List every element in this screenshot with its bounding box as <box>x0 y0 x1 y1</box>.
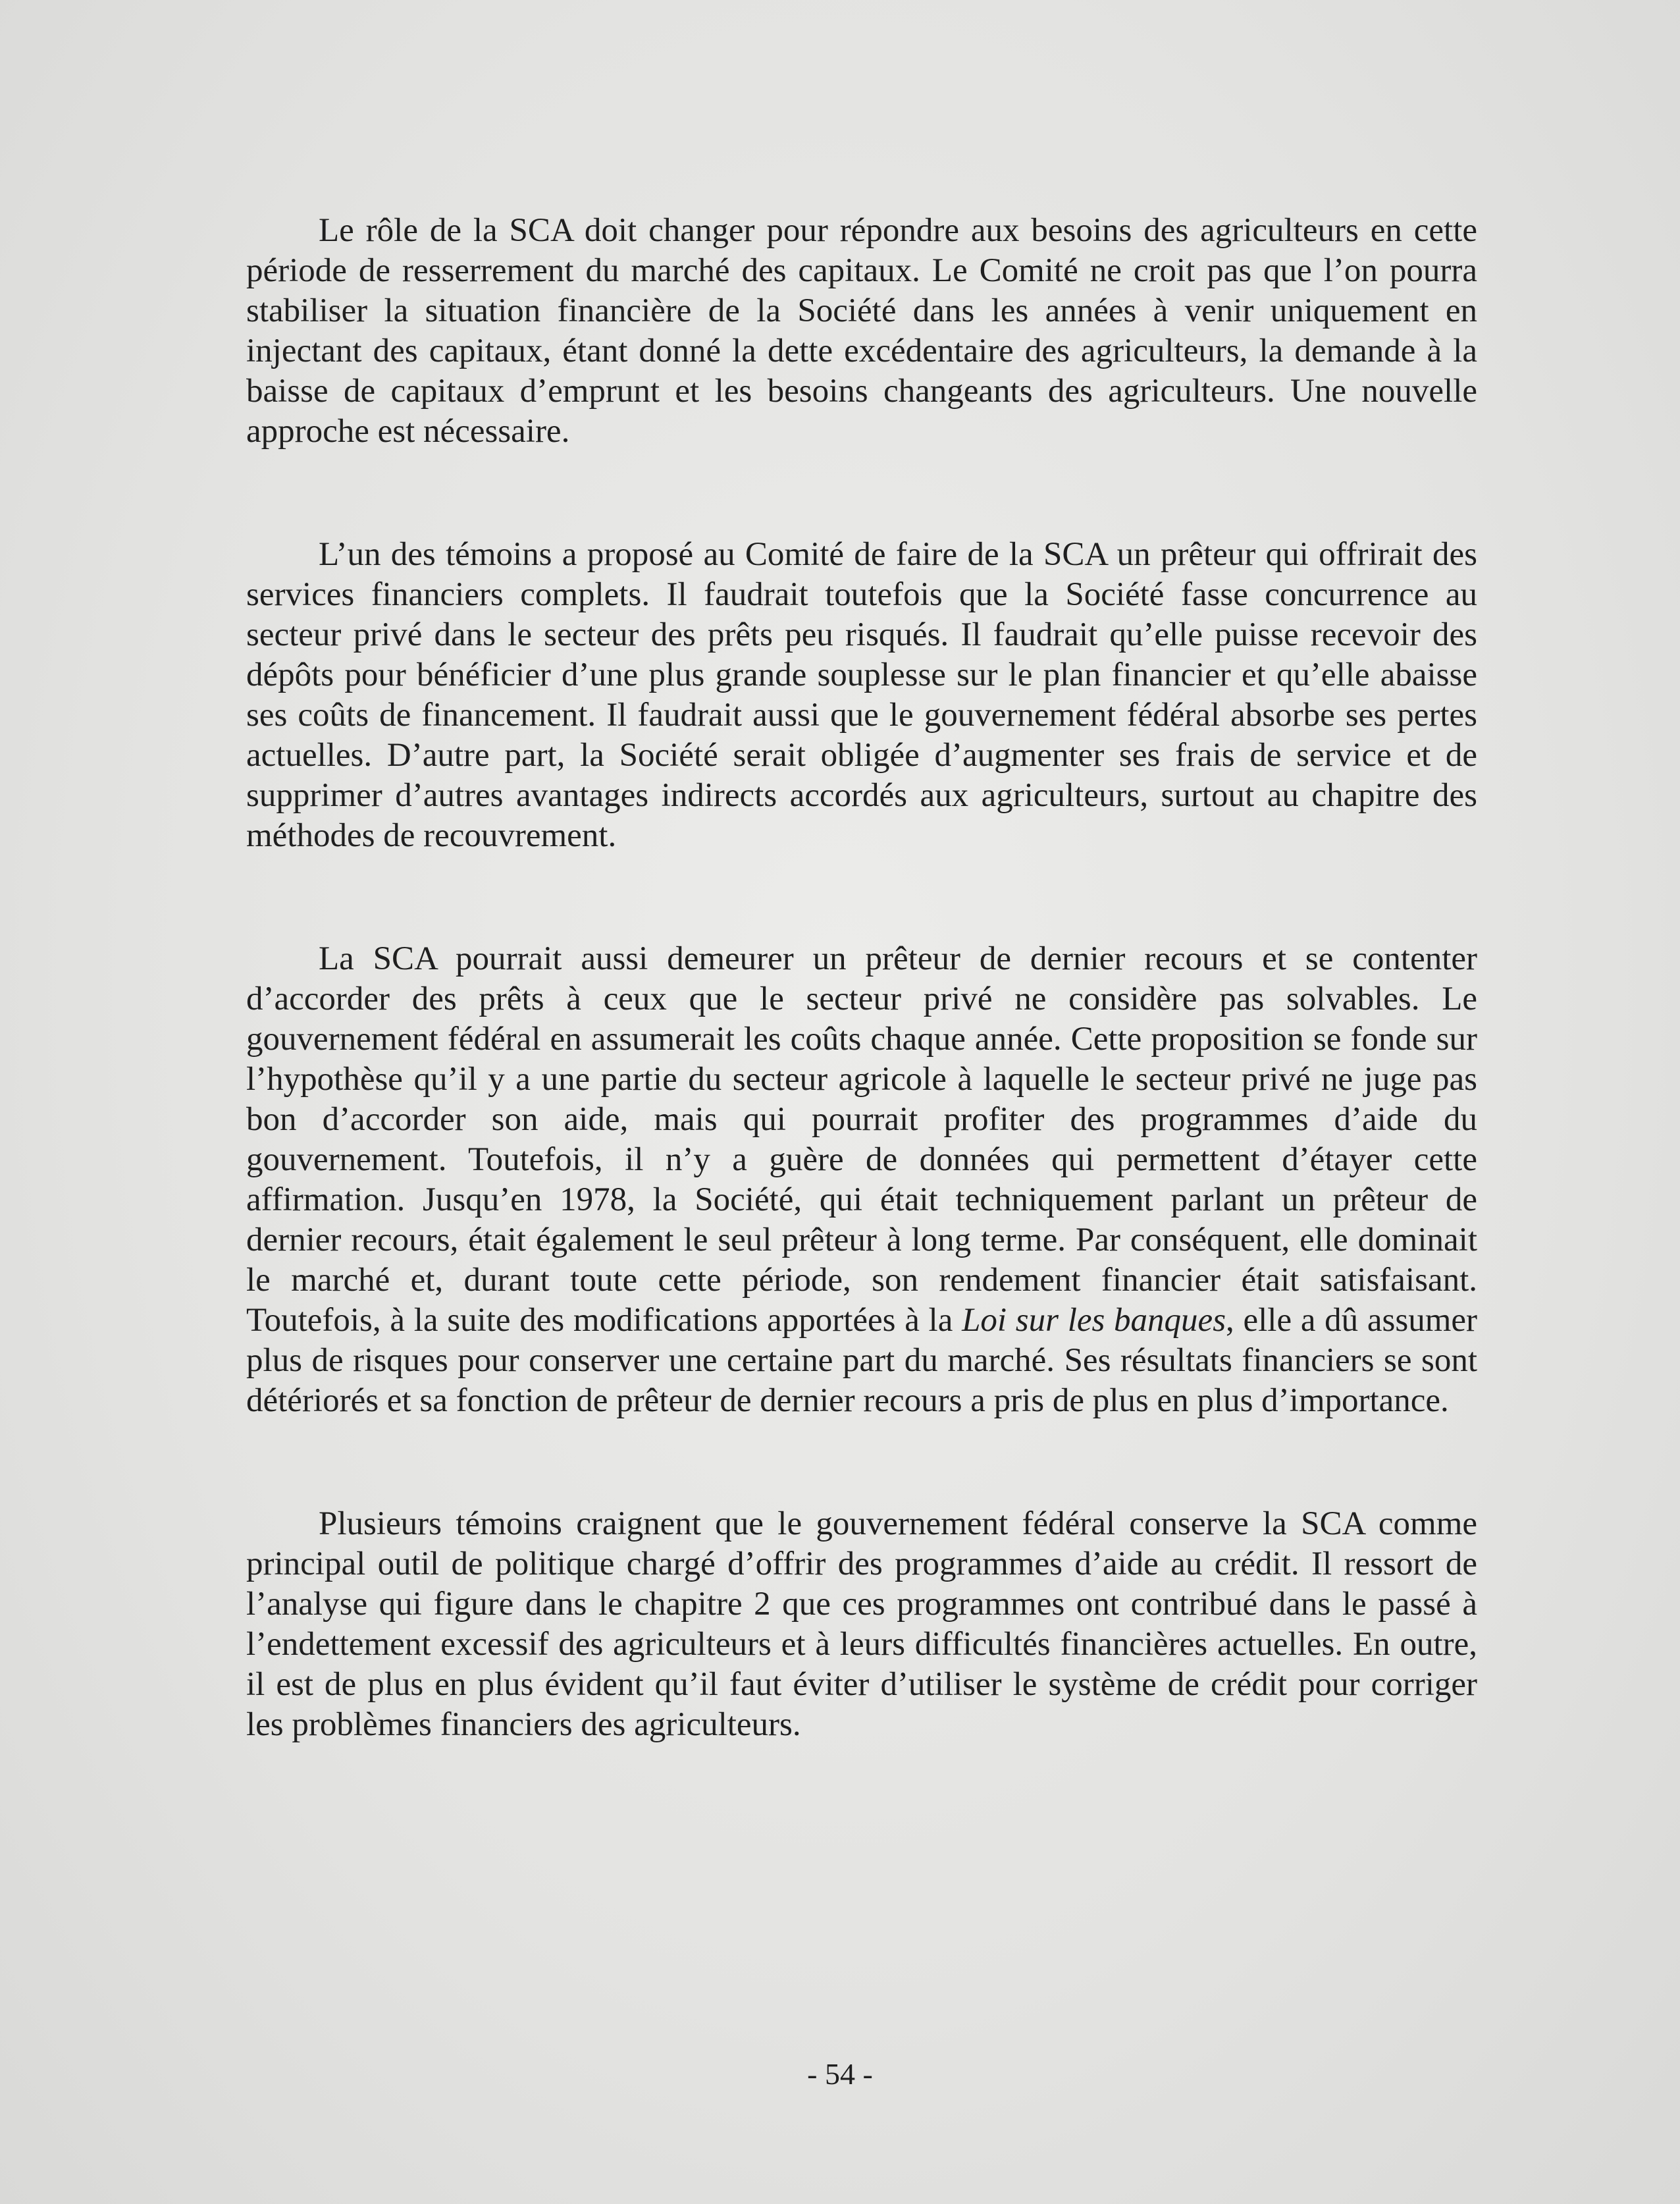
paragraph-3 <box>246 939 1477 1421</box>
paragraph-4: Plusieurs témoins craignent que le gouvernement fédéral conserve la SCA comme principal outil de politique chargé d’offrir des programmes d’aide au crédit. Il ressort de l’analyse qui figure dans le chapitre 2 que ces programmes ont contribué dans le passé à l’endettement excessif des agriculteurs et à leurs difficultés financières actuelles. En outre, il est de plus en plus évident qu’il faut éviter d’utiliser le système de crédit pour corriger les problèmes financiers des agriculteurs. <box>246 1505 1477 1743</box>
page-number: - 54 - <box>807 2057 873 2091</box>
law-title-italic: Loi sur les banques <box>962 1302 1226 1339</box>
paragraph-2: L’un des témoins a proposé au Comité de faire de la SCA un prêteur qui offrirait des services financiers complets. Il faudrait toutefois que la Société fasse concurrence au secteur privé dans le secteur des prêts peu risqués. Il faudrait qu’elle puisse recevoir des dépôts pour bénéficier d’une plus grande souplesse sur le plan financier et qu’elle abaisse ses coûts de financement. Il faudrait aussi que le gouvernement fédéral absorbe ses pertes actuelles. D’autre part, la Société serait obligée d’augmenter ses frais de service et de supprimer d’autres avantages indirects accordés aux agriculteurs, surtout au chapitre des méthodes de recouvrement. <box>246 536 1477 854</box>
paragraph-3-text-before: La SCA pourrait aussi demeurer un prêteur de dernier recours et se contenter d’accorder des prêts à ceux que le secteur privé ne considère pas solvables. Le gouvernement fédéral en assumerait les coûts chaque année. Cette proposition se fonde sur l’hypothèse qu’il y a une partie du secteur agricole à laquelle le secteur privé ne juge pas bon d’accorder son aide, mais qui pourrait profiter des programmes d’aide du gouvernement. Toutefois, il n’y a guère de données qui permettent d’étayer cette affirmation. Jusqu’en 1978, la Société, qui était techniquement parlant un prêteur de dernier recours, était également le seul prêteur à long terme. Par conséquent, elle dominait le marché et, durant toute cette période, son rendement financier était satisfaisant. Toutefois, à la suite des modifications apportées à la <box>246 940 1477 1339</box>
paragraph-1: Le rôle de la SCA doit changer pour répondre aux besoins des agriculteurs en cette période de resserrement du marché des capitaux. Le Comité ne croit pas que l’on pourra stabiliser la situation financière de la Société dans les années à venir uniquement en injectant des capitaux, étant donné la dette excédentaire des agriculteurs, la demande à la baisse de capitaux d’emprunt et les besoins changeants des agriculteurs. Une nouvelle approche est nécessaire. <box>246 212 1477 450</box>
document-body <box>246 211 1477 1745</box>
paragraph-3-text-after: , elle a dû assumer plus de risques pour conserver une certaine part du marché. Ses résultats financiers se sont détériorés et sa fonction de prêteur de dernier recours a pris de plus en plus d’importance. <box>246 1302 1477 1419</box>
